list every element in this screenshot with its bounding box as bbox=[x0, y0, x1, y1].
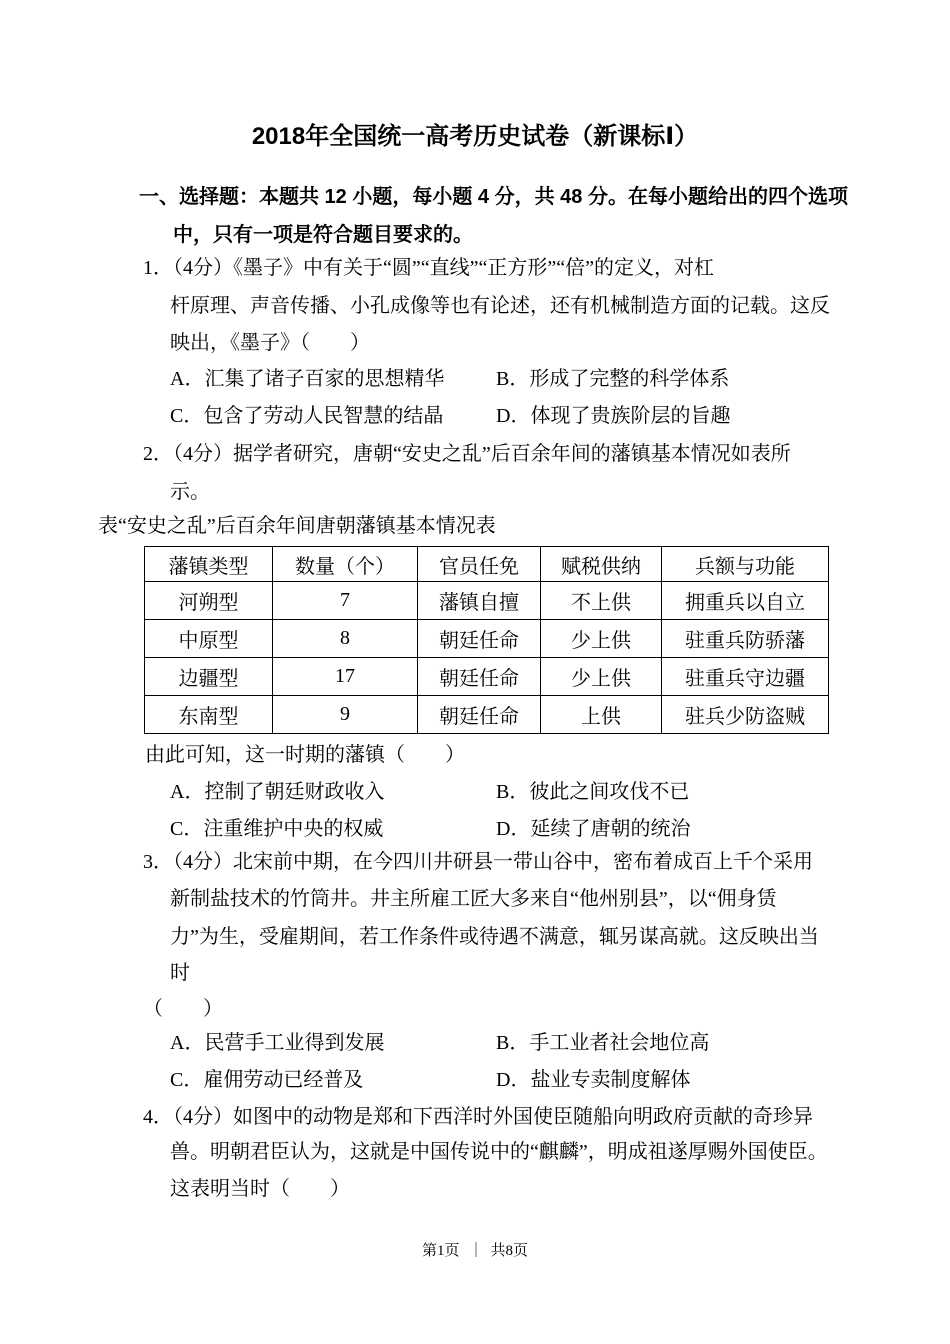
question-1-option-c: C．包含了劳动人民智慧的结晶 bbox=[170, 405, 444, 427]
table-cell: 上供 bbox=[541, 696, 662, 734]
table-header-cell: 数量（个） bbox=[273, 547, 418, 582]
question-1-option-a: A．汇集了诸子百家的思想精华 bbox=[170, 368, 445, 390]
table-cell: 7 bbox=[273, 582, 418, 620]
table-cell: 不上供 bbox=[541, 582, 662, 620]
question-3-paren-line: （ ） bbox=[143, 998, 223, 1020]
table-cell: 9 bbox=[273, 696, 418, 734]
section-heading-line-1: 一、选择题：本题共 12 小题，每小题 4 分，共 48 分。在每小题给出的四个选项 bbox=[139, 186, 848, 208]
table-cell: 东南型 bbox=[145, 696, 273, 734]
question-4-line-3: 这表明当时（ ） bbox=[170, 1178, 350, 1200]
question-3-option-d: D．盐业专卖制度解体 bbox=[496, 1069, 691, 1091]
question-2-conclusion: 由此可知，这一时期的藩镇（ ） bbox=[145, 744, 465, 766]
question-3-options-row-1 bbox=[0, 1030, 950, 1056]
table-cell: 驻重兵守边疆 bbox=[662, 658, 829, 696]
question-2-option-b: B．彼此之间攻伐不已 bbox=[496, 781, 690, 803]
fanzhen-table bbox=[144, 546, 829, 734]
question-3-line-3: 力”为生，受雇期间，若工作条件或待遇不满意，辄另谋高就。这反映出当 bbox=[170, 926, 819, 948]
table-row bbox=[145, 582, 829, 620]
table-header-row bbox=[145, 547, 829, 582]
footer-separator: ｜ bbox=[468, 1243, 484, 1259]
question-2-line-1: 2．（4分）据学者研究，唐朝“安史之乱”后百余年间的藩镇基本情况如表所 bbox=[143, 443, 791, 465]
table-cell: 8 bbox=[273, 620, 418, 658]
question-2-option-c: C．注重维护中央的权威 bbox=[170, 818, 384, 840]
table-cell: 藩镇自擅 bbox=[418, 582, 541, 620]
table-cell: 17 bbox=[273, 658, 418, 696]
question-2-line-2: 示。 bbox=[170, 481, 210, 503]
question-1-option-d: D．体现了贵族阶层的旨趣 bbox=[496, 405, 731, 427]
table-header-cell: 官员任免 bbox=[418, 547, 541, 582]
table-cell: 中原型 bbox=[145, 620, 273, 658]
question-1-option-b: B．形成了完整的科学体系 bbox=[496, 368, 730, 390]
question-3-option-c: C．雇佣劳动已经普及 bbox=[170, 1069, 364, 1091]
page-footer bbox=[0, 1241, 950, 1261]
table-cell: 少上供 bbox=[541, 620, 662, 658]
question-2-option-a: A．控制了朝廷财政收入 bbox=[170, 781, 385, 803]
question-3-line-1: 3．（4分）北宋前中期，在今四川井研县一带山谷中，密布着成百上千个采用 bbox=[143, 851, 813, 873]
table-header-cell: 藩镇类型 bbox=[145, 547, 273, 582]
table-caption: 表“安史之乱”后百余年间唐朝藩镇基本情况表 bbox=[98, 515, 496, 537]
table-row bbox=[145, 696, 829, 734]
table-row bbox=[145, 658, 829, 696]
table-cell: 朝廷任命 bbox=[418, 696, 541, 734]
table-cell: 边疆型 bbox=[145, 658, 273, 696]
table-header-cell: 兵额与功能 bbox=[662, 547, 829, 582]
question-2-options-row-2 bbox=[0, 816, 950, 842]
table-cell: 驻重兵防骄藩 bbox=[662, 620, 829, 658]
question-3-line-4: 时 bbox=[170, 962, 190, 984]
table-row bbox=[145, 620, 829, 658]
table-header-cell: 赋税供纳 bbox=[541, 547, 662, 582]
question-1-options-row-1 bbox=[0, 366, 950, 392]
question-2-option-d: D．延续了唐朝的统治 bbox=[496, 818, 691, 840]
table-cell: 河朔型 bbox=[145, 582, 273, 620]
question-3-option-a: A．民营手工业得到发展 bbox=[170, 1032, 385, 1054]
table-cell: 拥重兵以自立 bbox=[662, 582, 829, 620]
footer-total-pages: 共8页 bbox=[490, 1243, 529, 1259]
question-1-options-row-2 bbox=[0, 403, 950, 429]
table-cell: 朝廷任命 bbox=[418, 620, 541, 658]
exam-title: 2018年全国统一高考历史试卷（新课标Ⅰ） bbox=[251, 123, 699, 150]
question-1-line-1: 1．（4分）《墨子》中有关于“圆”“直线”“正方形”“倍”的定义，对杠 bbox=[143, 257, 715, 279]
question-3-option-b: B．手工业者社会地位高 bbox=[496, 1032, 710, 1054]
question-3-options-row-2 bbox=[0, 1067, 950, 1093]
question-3-line-2: 新制盐技术的竹筒井。井主所雇工匠大多来自“他州别县”，以“佣身赁 bbox=[170, 888, 777, 910]
question-4-line-2: 兽。明朝君臣认为，这就是中国传说中的“麒麟”，明成祖遂厚赐外国使臣。 bbox=[170, 1141, 828, 1163]
table-cell: 朝廷任命 bbox=[418, 658, 541, 696]
footer-current-page: 第1页 bbox=[421, 1243, 460, 1259]
table-cell: 少上供 bbox=[541, 658, 662, 696]
question-2-options-row-1 bbox=[0, 779, 950, 805]
question-4-line-1: 4．（4分）如图中的动物是郑和下西洋时外国使臣随船向明政府贡献的奇珍异 bbox=[143, 1106, 813, 1128]
question-1-line-2: 杆原理、声音传播、小孔成像等也有论述，还有机械制造方面的记载。这反 bbox=[170, 295, 830, 317]
table-cell: 驻兵少防盗贼 bbox=[662, 696, 829, 734]
section-heading-line-2: 中，只有一项是符合题目要求的。 bbox=[173, 224, 473, 246]
question-1-line-3: 映出，《墨子》（ ） bbox=[170, 332, 370, 354]
